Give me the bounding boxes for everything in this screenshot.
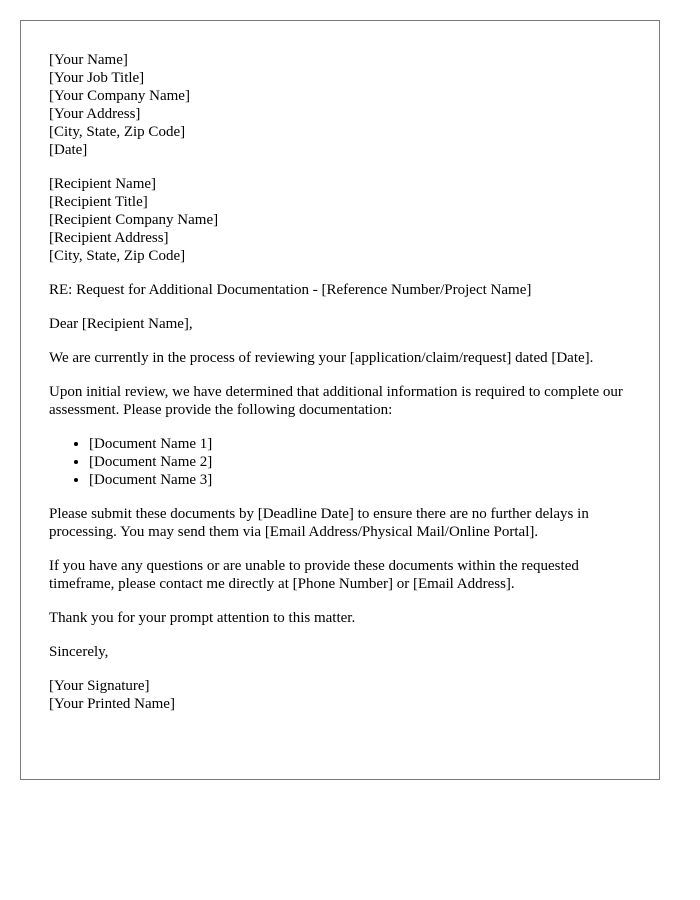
paragraph-intro: We are currently in the process of reviewing your [application/claim/request] dated [Date].	[49, 350, 594, 366]
recipient-company: [Recipient Company Name]	[49, 212, 219, 228]
printed-name: [Your Printed Name]	[49, 696, 175, 712]
signature-block	[49, 677, 631, 713]
recipient-name: [Recipient Name]	[49, 176, 157, 192]
paragraph-thanks: Thank you for your prompt attention to this matter.	[49, 610, 356, 626]
subject-line: RE: Request for Additional Documentation - [Reference Number/Project Name]	[49, 282, 532, 298]
closing: Sincerely,	[49, 644, 109, 660]
sender-block	[49, 51, 631, 159]
signature-line: [Your Signature]	[49, 678, 150, 694]
salutation: Dear [Recipient Name],	[49, 316, 193, 332]
recipient-block	[49, 175, 631, 265]
list-item: • [Document Name 3]	[89, 471, 631, 489]
sender-job-title: [Your Job Title]	[49, 70, 145, 86]
sender-city-state-zip: [City, State, Zip Code]	[49, 124, 186, 140]
sender-company: [Your Company Name]	[49, 88, 190, 104]
letter-date: [Date]	[49, 142, 88, 158]
recipient-city-state-zip: [City, State, Zip Code]	[49, 248, 186, 264]
recipient-title: [Recipient Title]	[49, 194, 148, 210]
recipient-address: [Recipient Address]	[49, 230, 169, 246]
sender-name: [Your Name]	[49, 52, 128, 68]
paragraph-requirement: Upon initial review, we have determined that additional information is required to complete our assessment. Please provide the following documentation:	[49, 384, 623, 418]
sender-address: [Your Address]	[49, 106, 141, 122]
document-list	[49, 435, 631, 489]
list-item: • [Document Name 2]	[89, 453, 631, 471]
list-item: • [Document Name 1]	[89, 435, 631, 453]
paragraph-deadline: Please submit these documents by [Deadline Date] to ensure there are no further delays in processing. You may send them via [Email Address/Physical Mail/Online Portal].	[49, 506, 589, 540]
letter-page	[20, 20, 660, 780]
paragraph-contact: If you have any questions or are unable to provide these documents within the requested timeframe, please contact me directly at [Phone Number] or [Email Address].	[49, 558, 579, 592]
